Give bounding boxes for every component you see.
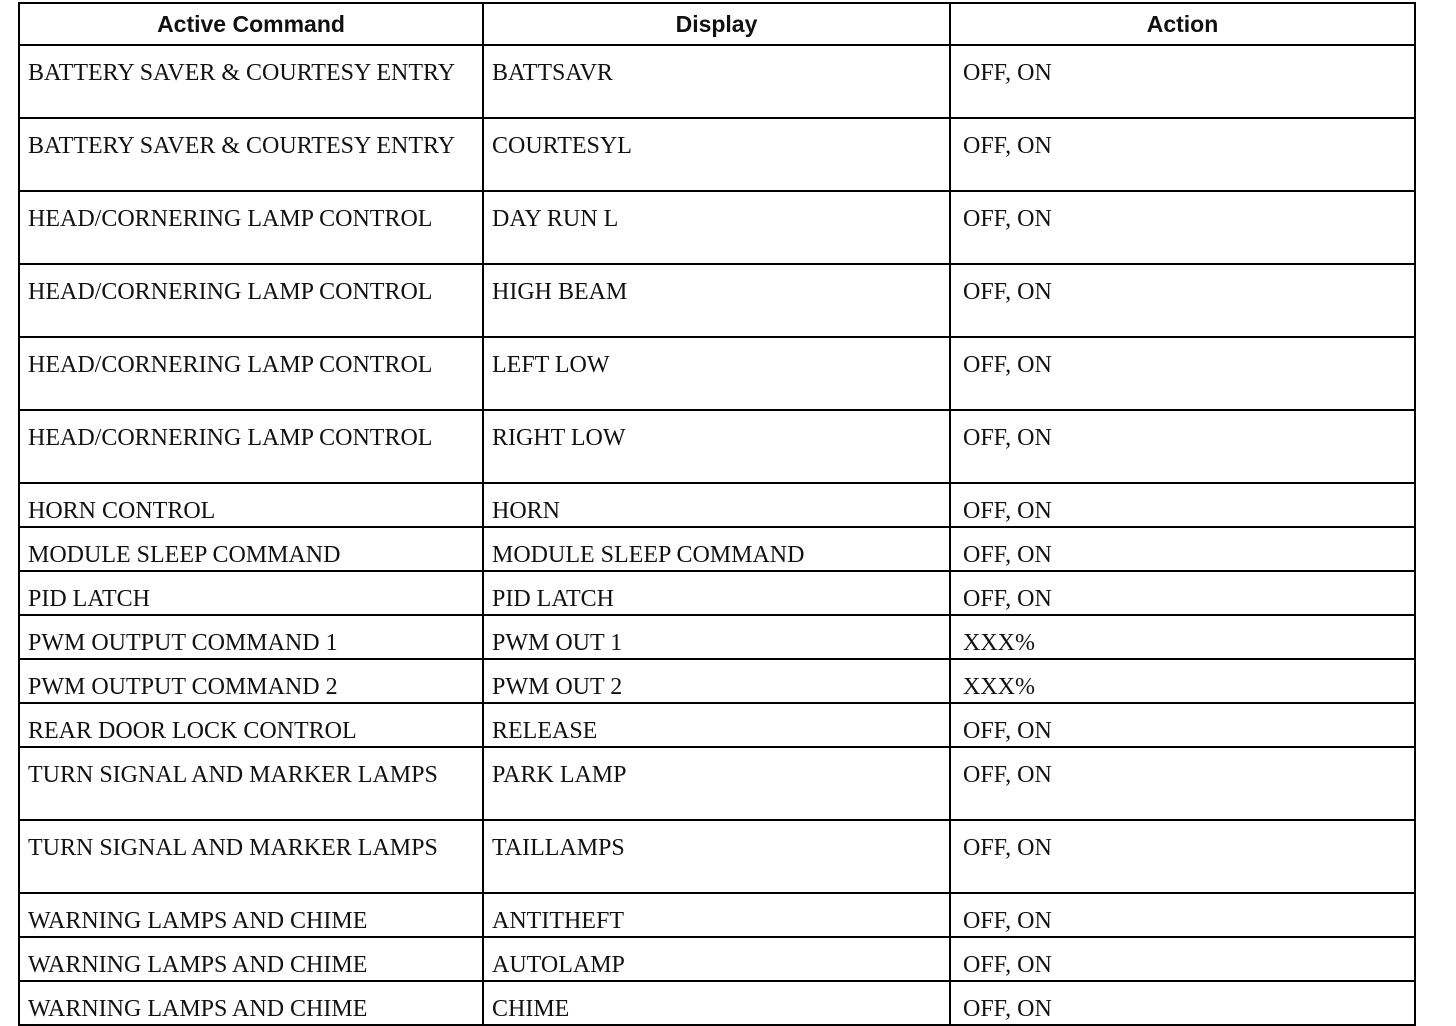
table-row <box>19 703 1415 747</box>
cell-action: OFF, ON <box>950 703 1415 747</box>
cell-action: OFF, ON <box>950 45 1415 118</box>
cell-display: TAILLAMPS <box>483 820 950 893</box>
cell-active-command: TURN SIGNAL AND MARKER LAMPS <box>19 820 483 893</box>
table-row <box>19 483 1415 527</box>
cell-display: HORN <box>483 483 950 527</box>
table-row <box>19 118 1415 191</box>
table-row <box>19 410 1415 483</box>
header-display: Display <box>483 3 950 45</box>
header-active-command: Active Command <box>19 3 483 45</box>
table-row <box>19 571 1415 615</box>
cell-active-command: MODULE SLEEP COMMAND <box>19 527 483 571</box>
cell-display: ANTITHEFT <box>483 893 950 937</box>
cell-action: OFF, ON <box>950 118 1415 191</box>
table-row <box>19 615 1415 659</box>
cell-display: MODULE SLEEP COMMAND <box>483 527 950 571</box>
cell-action: OFF, ON <box>950 410 1415 483</box>
cell-display: HIGH BEAM <box>483 264 950 337</box>
cell-display: CHIME <box>483 981 950 1025</box>
cell-display: PWM OUT 1 <box>483 615 950 659</box>
cell-action: OFF, ON <box>950 191 1415 264</box>
cell-action: OFF, ON <box>950 571 1415 615</box>
table-row <box>19 45 1415 118</box>
header-action: Action <box>950 3 1415 45</box>
cell-display: BATTSAVR <box>483 45 950 118</box>
cell-action: OFF, ON <box>950 483 1415 527</box>
table-row <box>19 191 1415 264</box>
cell-active-command: HEAD/CORNERING LAMP CONTROL <box>19 191 483 264</box>
table-row <box>19 527 1415 571</box>
cell-display: COURTESYL <box>483 118 950 191</box>
cell-action: XXX% <box>950 659 1415 703</box>
cell-active-command: HORN CONTROL <box>19 483 483 527</box>
cell-active-command: HEAD/CORNERING LAMP CONTROL <box>19 264 483 337</box>
cell-action: OFF, ON <box>950 527 1415 571</box>
cell-action: OFF, ON <box>950 937 1415 981</box>
table-row <box>19 820 1415 893</box>
cell-display: PID LATCH <box>483 571 950 615</box>
cell-action: OFF, ON <box>950 337 1415 410</box>
cell-active-command: WARNING LAMPS AND CHIME <box>19 981 483 1025</box>
cell-action: OFF, ON <box>950 264 1415 337</box>
cell-display: AUTOLAMP <box>483 937 950 981</box>
header-row <box>19 3 1415 45</box>
cell-display: RELEASE <box>483 703 950 747</box>
cell-active-command: REAR DOOR LOCK CONTROL <box>19 703 483 747</box>
table-row <box>19 981 1415 1025</box>
cell-action: OFF, ON <box>950 893 1415 937</box>
cell-active-command: HEAD/CORNERING LAMP CONTROL <box>19 410 483 483</box>
table-row <box>19 264 1415 337</box>
cell-action: XXX% <box>950 615 1415 659</box>
cell-display: LEFT LOW <box>483 337 950 410</box>
cell-display: PARK LAMP <box>483 747 950 820</box>
cell-display: PWM OUT 2 <box>483 659 950 703</box>
cell-action: OFF, ON <box>950 820 1415 893</box>
cell-active-command: PWM OUTPUT COMMAND 2 <box>19 659 483 703</box>
cell-active-command: PWM OUTPUT COMMAND 1 <box>19 615 483 659</box>
cell-active-command: BATTERY SAVER & COURTESY ENTRY <box>19 118 483 191</box>
cell-active-command: HEAD/CORNERING LAMP CONTROL <box>19 337 483 410</box>
cell-display: DAY RUN L <box>483 191 950 264</box>
table-row <box>19 893 1415 937</box>
active-command-table <box>18 2 1416 1026</box>
cell-active-command: BATTERY SAVER & COURTESY ENTRY <box>19 45 483 118</box>
cell-display: RIGHT LOW <box>483 410 950 483</box>
table-row <box>19 747 1415 820</box>
cell-active-command: PID LATCH <box>19 571 483 615</box>
cell-action: OFF, ON <box>950 747 1415 820</box>
table-row <box>19 659 1415 703</box>
cell-active-command: WARNING LAMPS AND CHIME <box>19 937 483 981</box>
table-row <box>19 337 1415 410</box>
cell-action: OFF, ON <box>950 981 1415 1025</box>
cell-active-command: WARNING LAMPS AND CHIME <box>19 893 483 937</box>
table-row <box>19 937 1415 981</box>
cell-active-command: TURN SIGNAL AND MARKER LAMPS <box>19 747 483 820</box>
